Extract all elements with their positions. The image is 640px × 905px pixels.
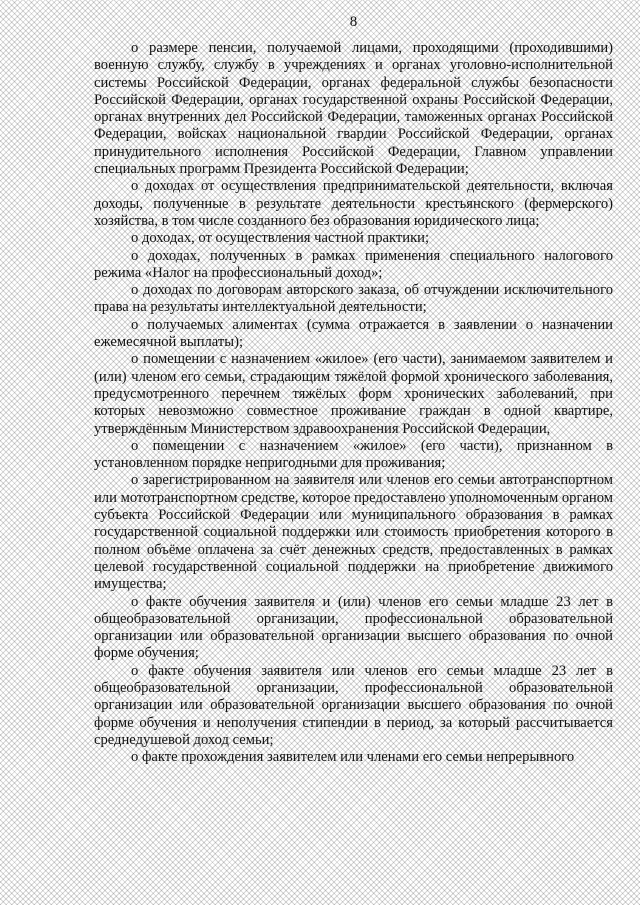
paragraph-pension-info: о размере пенсии, получаемой лицами, проходящими (проходившими) военную службу, службу в учреждениях и органах уголовно-исполнительной системы Российской Федерации, органах федеральной службы безопасности Российской Федерации, органах государственной охраны Российской Федерации, органах внутренних дел Российской Федерации, таможенных органах Российской Федерации, войсках национальной гвардии Российской Федерации, органах принудительного исполнения Российской Федерации, Главном управлении специальных программ Президента Российской Федерации; bbox=[94, 40, 613, 178]
paragraph-private-practice-income: о доходах, от осуществления частной практики; bbox=[131, 230, 430, 247]
paragraph-registered-vehicle: о зарегистрированном на заявителя или членов его семьи автотранспортном или мототранспортном средстве, которое предоставлено уполномоченным органом субъекта Российской Федерации или муниципального образования в рамках государственной социальной поддержки или стоимость приобретения которого в полном объёме оплачена за счёт денежных средств, предоставленных в рамках целевой государственной социальной поддержки на приобретение движимого имущества; bbox=[94, 472, 613, 593]
paragraph-business-income: о доходах от осуществления предпринимательской деятельности, включая доходы, полученные в результате деятельности крестьянского (фермерского) хозяйства, в том числе созданного без образования юридического лица; bbox=[94, 178, 613, 229]
paragraph-full-time-study: о факте обучения заявителя и (или) членов его семьи младше 23 лет в общеобразовательной организации, профессиональной образовательной организации или образовательной организации высшего образования по очной форме обучения; bbox=[94, 593, 613, 662]
paragraph-professional-income-tax: о доходах, полученных в рамках применения специального налогового режима «Налог на профессиональный доход»; bbox=[94, 247, 613, 281]
paragraph-author-contract-income: о доходах по договорам авторского заказа, об отчуждении исключительного права на результаты интеллектуальной деятельности; bbox=[94, 282, 613, 316]
paragraph-alimony: о получаемых алиментах (сумма отражается в заявлении о назначении ежемесячной выплаты); bbox=[94, 316, 613, 351]
paragraph-residential-premises-illness: о помещении с назначением «жилое» (его части), занимаемом заявителем и (или) членом его семьи, страдающим тяжёлой формой хронического заболевания, предусмотренного перечнем тяжёлых форм хронических заболеваний, при которых невозможно совместное проживание граждан в одной квартире, утверждённым Министерством здравоохранения Российской Федерации, bbox=[94, 351, 613, 437]
paragraph-unfit-residential-premises: о помещении с назначением «жилое» (его части), признанном в установленном порядке непригодными для проживания; bbox=[94, 437, 613, 472]
paragraph-continuous-service: о факте прохождения заявителем или членами его семьи непрерывного bbox=[131, 749, 575, 766]
page-number: 8 bbox=[349, 14, 358, 30]
paragraph-study-without-stipend: о факте обучения заявителя или членов его семьи младше 23 лет в общеобразовательной организации, профессиональной образовательной организации или образовательной организации высшего образования по очной форме обучения и неполучения стипендии в период, за который рассчитывается среднедушевой доход семьи; bbox=[94, 662, 613, 748]
